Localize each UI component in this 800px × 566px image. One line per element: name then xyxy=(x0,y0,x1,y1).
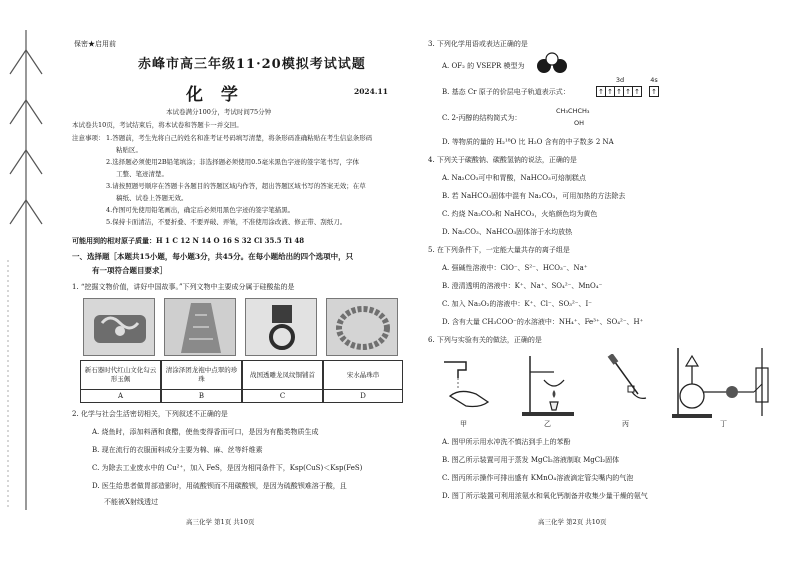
orbital-box: ↑ xyxy=(632,86,642,97)
q2-stem: 2. 化学与社会生活密切相关，下列叙述不正确的是 xyxy=(72,410,228,418)
note-line: 3.请按照题号顺序在答题卡各题目的答题区域内作答，超出答题区域书写的答案无效；在草 xyxy=(106,182,366,190)
q5-option-c: C. 加入 Na₂O₂的溶液中：K⁺、Cl⁻、SO₃²⁻、I⁻ xyxy=(442,300,592,308)
apparatus-label-yi: 乙 xyxy=(544,420,551,428)
q6-option-b: B. 图乙所示装置可用于蒸发 MgCl₂溶液制取 MgCl₂固体 xyxy=(442,456,620,464)
apparatus-label-bing: 丙 xyxy=(622,420,629,428)
orbital-box: ↑ xyxy=(605,86,615,97)
q2-option-a: A. 烧鱼时，添加料酒和食醋，使鱼变得香而可口，是因为有酯类物质生成 xyxy=(92,428,319,436)
orbital-box: ↑ xyxy=(614,86,624,97)
note-line: 2.选择题必须使用2B铅笔填涂；非选择题必须使用0.5毫米黑色字迹的签字笔书写，字体 xyxy=(106,158,359,166)
apparatus-bing-drawing xyxy=(598,354,662,414)
vsepr-model-graphic xyxy=(532,50,572,76)
q3-stem: 3. 下列化学用语或表达正确的是 xyxy=(428,40,528,48)
note-line: 5.保持卡面清洁，不要折叠、不要弄破、弄皱，不准使用涂改液、修正带、刮纸刀。 xyxy=(106,218,347,226)
q1-option-caption: 新石器时代红山文化勾云形玉佩 xyxy=(80,360,161,390)
dragon-robe-image xyxy=(164,298,236,356)
q1-option-label: C xyxy=(242,389,323,403)
q1-option-caption: 宋水晶珠串 xyxy=(323,360,403,390)
exam-date: 2024.11 xyxy=(354,87,388,96)
q5-option-a: A. 强碱性溶液中：ClO⁻、S²⁻、HCO₃⁻、Na⁺ xyxy=(442,264,588,272)
orbital-3d-label: 3d xyxy=(615,76,625,84)
notes-label: 注意事项： xyxy=(72,134,105,142)
q4-option-d: D. Na₂CO₃、NaHCO₃固体溶于水均放热 xyxy=(442,228,573,236)
q1-option-caption: 战国透雕龙凤纹铜铺首 xyxy=(242,360,323,390)
structural-formula-top: CH₃CHCH₃ xyxy=(556,107,590,115)
q1-option-label: B xyxy=(161,389,242,403)
q2-option-b: B. 现在流行的衣服面料成分主要为棉、麻、丝等纤维素 xyxy=(92,446,263,454)
q3-option-b: B. 基态 Cr 原子的价层电子轨道表示式： xyxy=(442,88,570,96)
jade-pendant-image xyxy=(83,298,155,356)
score-time: 本试卷满分100分，考试时间75分钟 xyxy=(166,108,272,116)
q4-stem: 4. 下列关于碳酸钠、碳酸氢钠的说法，正确的是 xyxy=(428,156,577,164)
q3-option-a: A. OF₂ 的 VSEPR 模型为 xyxy=(442,62,525,70)
q2-option-c: C. 为除去工业废水中的 Cu²⁺，加入 FeS，是因为相同条件下，Ksp(CuS)＜Ksp(FeS) xyxy=(92,464,363,472)
structural-formula-bottom: OH xyxy=(574,119,585,127)
note-line: 4.作图可先使用铅笔画出，确定后必须用黑色字迹的签字笔描黑。 xyxy=(106,206,295,214)
q4-option-a: A. Na₂CO₃可中和胃酸，NaHCO₃可焙制糕点 xyxy=(442,174,586,182)
q1-option-caption: 清涂泽团龙袍中点翠的珍珠 xyxy=(161,360,242,390)
q4-option-c: C. 灼烧 Na₂CO₃和 NaHCO₃，火焰颜色均为黄色 xyxy=(442,210,598,218)
note-line: 1.答题前，考生先将自己的姓名和准考证号码填写清楚，将条形码准确粘贴在考生信息条形码 xyxy=(106,134,373,142)
q6-stem: 6. 下列与实验有关的做法，正确的是 xyxy=(428,336,542,344)
q5-option-b: B. 澄清透明的溶液中：K⁺、Na⁺、SO₄²⁻、MnO₄⁻ xyxy=(442,282,603,290)
apparatus-jia-drawing xyxy=(436,356,506,416)
q6-option-d: D. 图丁所示装置可利用浓氨水和氧化钙制备并收集少量干燥的氨气 xyxy=(442,492,648,500)
note-line: 工整、笔迹清楚。 xyxy=(116,170,168,178)
apparatus-yi-drawing xyxy=(518,352,582,420)
exam-title: 赤峰市高三年级11·20模拟考试试题 xyxy=(138,57,366,72)
crystal-beads-image xyxy=(326,298,398,356)
confidential-label: 保密★启用前 xyxy=(74,40,116,48)
section1-heading-cont: 有一项符合题目要求］ xyxy=(92,266,167,275)
atomic-masses: 可能用到的相对原子质量：H 1 C 12 N 14 O 16 S 32 Cl 35.5 Ti 48 xyxy=(72,236,305,245)
q6-option-c: C. 图丙所示操作可排出盛有 KMnO₄溶液滴定管尖嘴内的气泡 xyxy=(442,474,634,482)
orbital-box: ↑ xyxy=(623,86,633,97)
q5-option-d: D. 含有大量 CH₃COO⁻的水溶液中：NH₄⁺、Fe³⁺、SO₄²⁻、H⁺ xyxy=(442,318,644,326)
apparatus-ding-drawing xyxy=(670,344,790,420)
q5-stem: 5. 在下列条件下，一定能大量共存的离子组是 xyxy=(428,246,570,254)
q2-option-d: D. 医生给患者做胃部造影时，用硫酸钡而不用碳酸钡，是因为硫酸钡难溶于酸，且 xyxy=(92,482,347,490)
q4-option-b: B. 若 NaHCO₃固体中混有 Na₂CO₃，可用加热的方法除去 xyxy=(442,192,626,200)
subject-title: 化 学 xyxy=(186,85,244,105)
page-footer-left: 高三化学 第1页 共10页 xyxy=(186,518,255,526)
q6-option-a: A. 图甲所示用水冲洗不慎沾到手上的苯酚 xyxy=(442,438,571,446)
section1-heading: 一、选择题［本题共15小题，每小题3分，共45分。在每小题给出的四个选项中，只 xyxy=(72,252,354,261)
q1-option-label: D xyxy=(323,389,403,403)
orbital-4s-label: 4s xyxy=(650,76,658,84)
page-footer-right: 高三化学 第2页 共10页 xyxy=(538,518,607,526)
apparatus-label-ding: 丁 xyxy=(720,420,727,428)
apparatus-label-jia: 甲 xyxy=(460,420,467,428)
intro-text: 本试卷共10页，考试结束后，将本试卷和答题卡一并交回。 xyxy=(72,121,243,129)
right-page xyxy=(408,0,800,566)
q3-option-d: D. 等物质的量的 H₂¹⁸O 比 H₂O 含有的中子数多 2 NA xyxy=(442,138,614,146)
bronze-door-knocker-image xyxy=(245,298,317,356)
orbital-box: ↑ xyxy=(596,86,606,97)
q1-stem: 1. “挖掘文物价值，讲好中国故事。”下列文物中主要成分属于硅酸盐的是 xyxy=(72,283,295,291)
note-line: 稿纸、试卷上答题无效。 xyxy=(116,194,188,202)
q2-option-d-cont: 不能被X射线透过 xyxy=(104,498,158,506)
orbital-box: ↑ xyxy=(649,86,659,97)
binding-margin-graphic xyxy=(4,30,48,510)
q1-option-label: A xyxy=(80,389,161,403)
note-line: 粘贴区。 xyxy=(116,146,142,154)
q3-option-c: C. 2-丙醇的结构简式为： xyxy=(442,114,522,122)
